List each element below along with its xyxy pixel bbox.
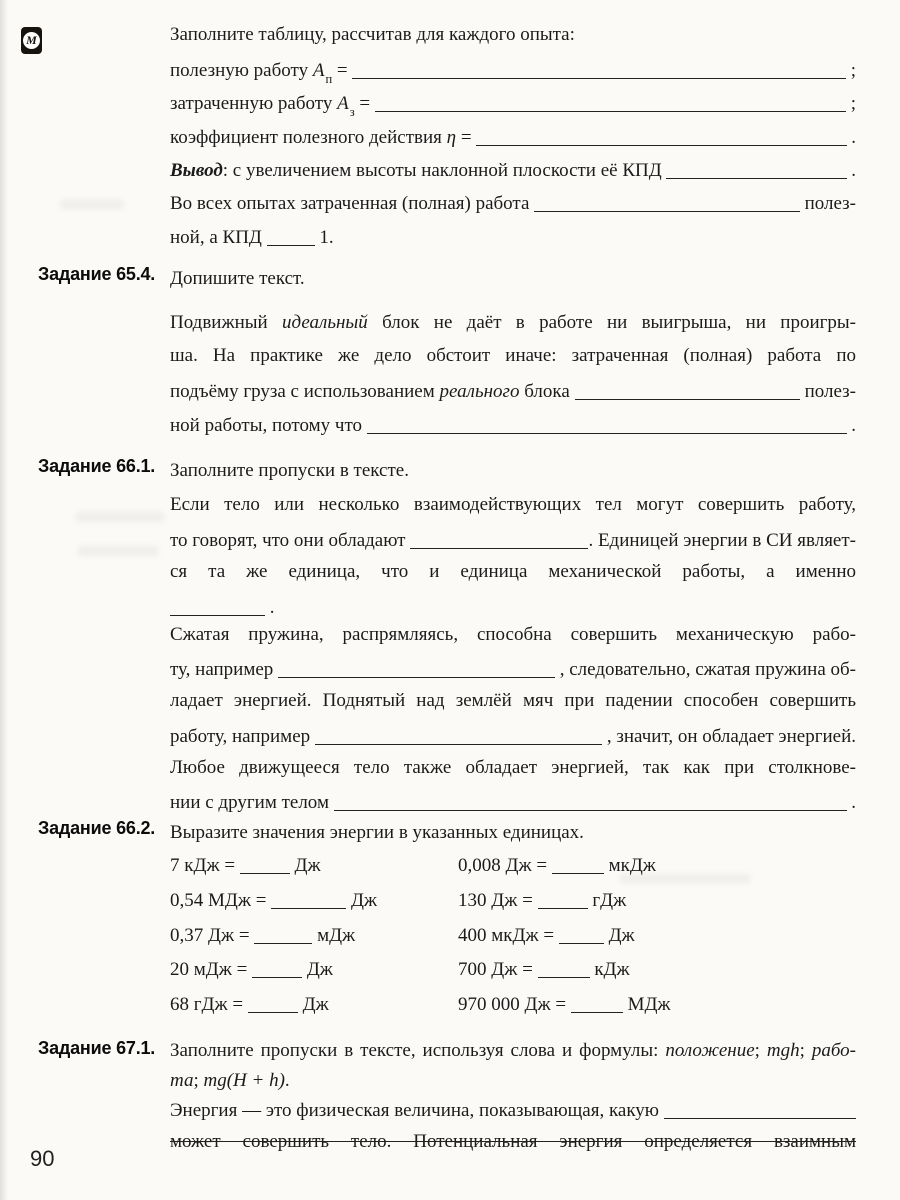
answer-blank (538, 900, 588, 909)
text-line (170, 919, 856, 954)
text-segment: ; (193, 1069, 204, 1091)
text-segment: ся та же единица, что и единица механической работы, а именно (170, 560, 856, 582)
answer-blank (248, 1004, 298, 1013)
text-line (170, 816, 856, 849)
text-segment: Подвижный (170, 312, 283, 333)
task-66-1-para1 (170, 488, 856, 622)
page-number: 90 (30, 1146, 55, 1171)
text-segment: = (456, 126, 477, 148)
text-segment: блок не даёт в работе ни выигрыша, ни проигры- (367, 312, 856, 333)
text-line (170, 718, 856, 751)
answer-blank (278, 675, 555, 678)
text-segment: полез- (799, 193, 856, 215)
task-label: Задание 67.1. (38, 1038, 156, 1058)
answer-blank (476, 143, 846, 146)
text-segment: з (349, 105, 355, 120)
text-segment: гДж (587, 889, 627, 911)
text-segment: затраченную работу (170, 93, 338, 115)
text-line (170, 651, 856, 684)
text-line (170, 51, 856, 84)
text-segment: . (846, 126, 856, 148)
text-segment: реального (439, 381, 520, 403)
text-segment: Выразите значения энергии в указанных единицах. (170, 822, 584, 843)
conversion-cell (170, 884, 458, 919)
text-segment: подъёму груза с использованием (170, 381, 440, 403)
text-segment: Во всех опытах затраченная (полная) работа (170, 193, 535, 215)
text-line (170, 339, 856, 372)
text-segment: η (446, 126, 457, 148)
answer-blank (352, 76, 846, 79)
text-segment: 0,54 МДж = (170, 889, 272, 911)
text-segment: п (325, 71, 333, 86)
text-segment: 700 Дж = (458, 959, 538, 981)
text-line (170, 152, 856, 185)
conversion-cell (170, 953, 458, 988)
answer-blank (254, 935, 312, 944)
text-line (170, 618, 856, 651)
text-line (170, 185, 856, 218)
answer-blank (666, 176, 846, 179)
answer-blank (575, 397, 800, 400)
task-66-2-grid (170, 849, 856, 1023)
answer-blank (170, 1139, 856, 1142)
text-segment: Допишите текст. (170, 268, 305, 289)
text-line (170, 588, 856, 621)
text-line (170, 555, 856, 588)
text-segment: Заполните пропуски в тексте, используя слова и формулы: (170, 1040, 666, 1061)
text-segment: полез- (799, 381, 856, 403)
text-segment: : с увеличением высоты наклонной плоскости её КПД (222, 159, 667, 181)
conversion-cell (170, 849, 458, 884)
text-segment: коэффициент полезного действия (170, 126, 447, 148)
text-line (170, 406, 856, 439)
text-line (170, 784, 856, 817)
text-segment: mgh (766, 1040, 800, 1061)
text-segment: ной работы, потому что (170, 414, 367, 436)
conversion-cell (458, 884, 856, 919)
answer-blank (552, 865, 604, 874)
text-segment: блока (519, 381, 575, 403)
text-segment: Заполните пропуски в тексте. (170, 460, 409, 481)
text-segment: ; (754, 1040, 767, 1061)
text-segment: 68 гДж = (170, 994, 248, 1016)
text-segment: ша. На практике же дело обстоит иначе: затраченная (полная) работа по (170, 345, 856, 367)
text-line (170, 306, 856, 339)
answer-blank (559, 935, 604, 944)
answer-blank (252, 969, 302, 978)
text-segment: мДж (312, 924, 356, 946)
text-segment: ; (799, 1040, 812, 1061)
text-segment: Сжатая пружина, распрямляясь, способна совершить механическую рабо- (170, 624, 856, 645)
answer-blank (315, 742, 602, 745)
text-segment: , значит, он обладает энергией. (602, 725, 856, 747)
text-segment: ладает энергией. Поднятый над землёй мяч при падении способен совершить (170, 690, 856, 712)
task-65-4-instruction (170, 262, 856, 295)
task-67-1-text (170, 1092, 856, 1158)
answer-blank (664, 1116, 856, 1119)
text-segment: работу, например (170, 725, 315, 747)
scan-edge-shadow (0, 0, 8, 1200)
task-66-2-instruction (170, 816, 856, 849)
text-segment: 0,008 Дж = (458, 855, 552, 876)
text-line (170, 1092, 856, 1125)
text-segment: ; (845, 59, 856, 81)
answer-blank (410, 546, 588, 549)
text-segment: мкДж (603, 855, 656, 876)
answer-blank (334, 808, 847, 811)
text-segment: . (265, 596, 275, 618)
text-segment: Любое движущееся тело также обладает энергией, так как при столкнове- (170, 756, 856, 778)
text-line (170, 1066, 856, 1096)
answer-blank (267, 243, 315, 246)
text-segment: 400 мкДж = (458, 924, 559, 946)
text-segment: Дж (289, 855, 321, 876)
text-segment: = (332, 59, 353, 81)
text-segment: . (846, 792, 856, 814)
text-segment: то говорят, что они обладают (170, 529, 411, 551)
scan-bleed-artifact (76, 512, 164, 522)
answer-blank (271, 900, 346, 909)
text-segment: может совершить тело. Потенциальная энергия определяется взаимным (170, 1131, 856, 1152)
text-segment: 970 000 Дж = (458, 994, 571, 1016)
scan-bleed-artifact (60, 200, 124, 209)
text-segment: полезную работу (170, 59, 313, 81)
text-line (170, 521, 856, 554)
answer-blank (367, 431, 847, 434)
task-66-1-instruction (170, 454, 856, 487)
text-segment: . (846, 159, 856, 181)
text-line (170, 488, 856, 521)
text-segment: . (284, 1069, 290, 1091)
text-segment: МДж (622, 994, 671, 1016)
text-segment: . (846, 414, 856, 436)
text-line (170, 85, 856, 118)
text-segment: , следовательно, сжатая пружина об- (555, 659, 856, 681)
answer-blank (534, 209, 800, 212)
text-line (170, 118, 856, 151)
text-segment: ; (845, 93, 856, 115)
text-line (170, 751, 856, 784)
text-segment: ной, а КПД (170, 226, 267, 248)
text-segment: 130 Дж = (458, 889, 538, 911)
text-segment: = (354, 93, 375, 115)
task-label: Задание 65.4. (38, 264, 156, 284)
text-segment: Энергия — это физическая величина, показывающая, какую (170, 1100, 664, 1121)
conversion-cell (170, 988, 458, 1023)
text-line (170, 262, 856, 295)
task-65-4-text (170, 306, 856, 440)
answer-blank (170, 613, 265, 616)
conversion-cell (458, 988, 856, 1023)
text-line (170, 218, 856, 251)
answer-blank (538, 969, 590, 978)
text-segment: рабо- (811, 1040, 856, 1061)
text-line (170, 373, 856, 406)
text-line (170, 988, 856, 1023)
text-segment: Если тело или несколько взаимодействующих тел могут совершить работу, (170, 494, 856, 515)
text-line (170, 953, 856, 988)
text-segment: Дж (302, 959, 333, 981)
text-segment: Дж (297, 994, 329, 1016)
text-segment: нии с другим телом (170, 792, 334, 814)
scan-bleed-artifact (78, 546, 158, 556)
text-segment: положение (665, 1040, 755, 1061)
conversion-cell (170, 919, 458, 954)
text-segment: A (312, 59, 325, 81)
text-segment: 0,37 Дж = (170, 924, 255, 946)
text-line (170, 18, 856, 51)
answer-blank (571, 1004, 623, 1013)
answer-blank (375, 109, 846, 112)
task-label: Задание 66.2. (38, 818, 156, 838)
scan-bleed-artifact (620, 874, 750, 883)
conversion-cell (458, 919, 856, 954)
text-segment: идеальный (282, 312, 368, 333)
text-line (170, 849, 856, 884)
task-65-3-worksheet (170, 18, 856, 252)
task-label: Задание 66.1. (38, 456, 156, 476)
text-segment: 20 мДж = (170, 959, 253, 981)
text-segment: A (337, 93, 349, 115)
text-segment: Дж (346, 889, 378, 911)
task-67-1-instruction (170, 1036, 856, 1095)
text-line (170, 684, 856, 717)
text-segment: та (170, 1069, 194, 1091)
task-67-1-continuation-blank (170, 1126, 856, 1148)
text-line (170, 1126, 856, 1148)
answer-blank (240, 865, 290, 874)
text-segment: mg(H + h) (203, 1069, 285, 1091)
task-66-1-para2 (170, 618, 856, 817)
text-line (170, 454, 856, 487)
text-segment: 1. (314, 226, 334, 248)
text-line (170, 1036, 856, 1066)
text-segment: Дж (603, 924, 635, 946)
text-segment: кДж (589, 959, 630, 981)
conversion-cell (458, 953, 856, 988)
text-segment: ту, например (170, 659, 279, 681)
text-segment: 7 кДж = (170, 855, 240, 876)
letter-m-badge-icon: М (23, 32, 40, 49)
text-segment: Вывод (170, 159, 223, 181)
text-segment: Заполните таблицу, рассчитав для каждого опыта: (170, 24, 575, 45)
text-segment: . Единицей энергии в СИ являет- (588, 529, 856, 551)
text-line (170, 884, 856, 919)
margin-marker-icon (21, 27, 42, 54)
